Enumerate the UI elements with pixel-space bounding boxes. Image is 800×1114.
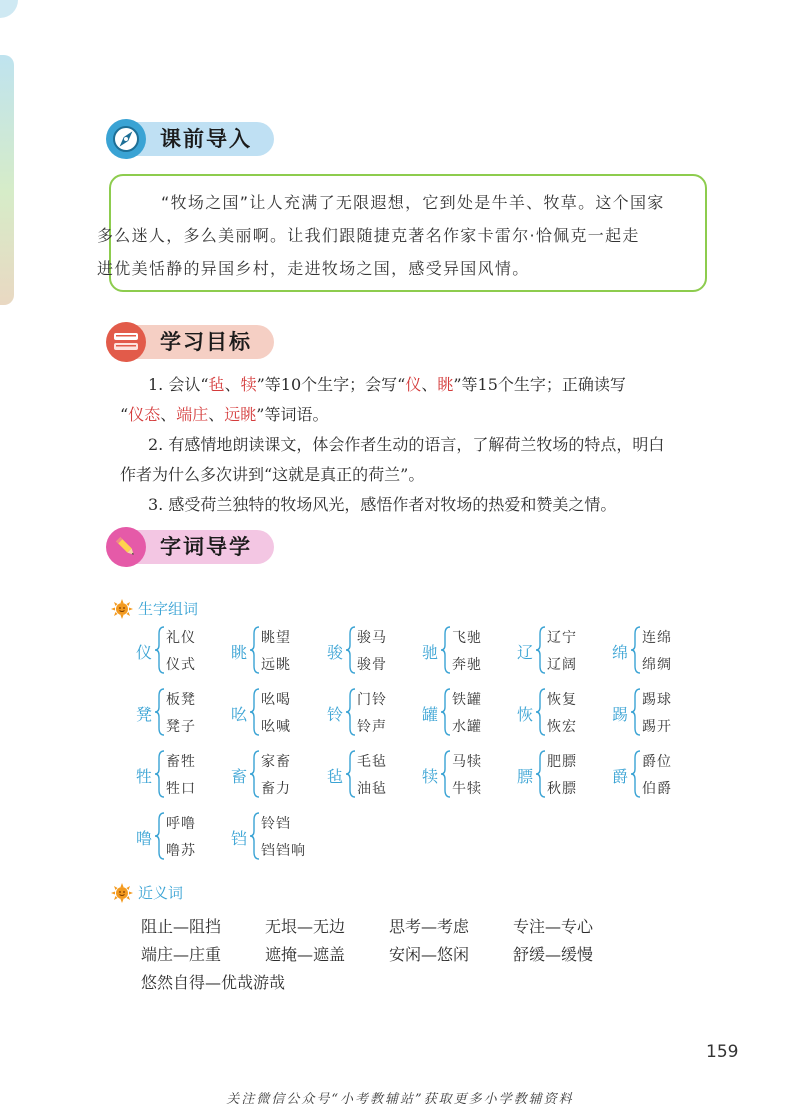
- brace-icon: [630, 626, 642, 674]
- brace-icon: [440, 688, 452, 736]
- goal-highlight: 远眺: [224, 405, 257, 424]
- word-item: 辽阔: [547, 657, 577, 673]
- brace-icon: [630, 688, 642, 736]
- word-item: 畜牲: [166, 754, 196, 770]
- char-word-group: [517, 748, 617, 804]
- goal-text: ”等词语。: [256, 405, 329, 424]
- page-edge-illustration: [0, 55, 14, 305]
- goal-1-line-1: [138, 370, 726, 400]
- brace-icon: [345, 750, 357, 798]
- goal-1: [120, 370, 726, 430]
- goal-2: [120, 430, 726, 490]
- goal-text: ”等15个生字；正确读写: [453, 375, 626, 394]
- target-char: 踢: [612, 705, 629, 724]
- char-word-group: [136, 624, 236, 680]
- word-item: 板凳: [166, 692, 196, 708]
- word-item: 伯爵: [642, 781, 672, 797]
- compass-icon: [106, 119, 146, 159]
- char-word-group: [327, 686, 427, 742]
- char-word-group: [517, 686, 617, 742]
- word-item: 铃声: [357, 719, 387, 735]
- section-header-goals: [106, 322, 252, 362]
- synonym-pair: 遮掩—遮盖: [265, 945, 346, 964]
- synonym-pair: 无垠—无边: [265, 917, 346, 936]
- word-item: 水罐: [452, 719, 482, 735]
- synonym-pair: 专注—专心: [513, 917, 594, 936]
- target-char: 膘: [517, 767, 534, 786]
- brace-icon: [535, 688, 547, 736]
- brace-icon: [249, 688, 261, 736]
- goal-text: 、: [224, 375, 241, 394]
- char-word-group: [231, 748, 331, 804]
- word-item: 牛犊: [452, 781, 482, 797]
- goal-highlight: 仪态: [128, 405, 161, 424]
- goal-3-line-1: 3. 感受荷兰独特的牧场风光，感悟作者对牧场的热爱和赞美之情。: [148, 495, 617, 514]
- char-word-group: [231, 810, 331, 866]
- goal-highlight: 毡: [208, 375, 225, 394]
- brace-icon: [535, 750, 547, 798]
- word-item: 毛毡: [357, 754, 387, 770]
- brace-icon: [440, 626, 452, 674]
- char-word-group: [612, 686, 712, 742]
- goal-text: 、: [160, 405, 177, 424]
- synonym-pair: 端庄—庄重: [141, 945, 222, 964]
- char-word-group: [231, 686, 331, 742]
- section-title-words: 字词导学: [122, 530, 274, 564]
- char-word-group: [517, 624, 617, 680]
- section-header-words: [106, 527, 252, 567]
- char-word-group: [136, 748, 236, 804]
- page-number: 159: [706, 1042, 739, 1062]
- word-item: 铃铛: [261, 816, 291, 832]
- char-word-group: [136, 686, 236, 742]
- target-char: 铃: [327, 705, 344, 724]
- char-word-group: [231, 624, 331, 680]
- intro-line-3: 进优美恬静的异国乡村，走进牧场之国，感受异国风情。: [97, 259, 530, 278]
- word-item: 呼噜: [166, 816, 196, 832]
- synonym-pair: 思考—考虑: [389, 917, 470, 936]
- char-word-group: [612, 624, 712, 680]
- word-item: 骏马: [357, 630, 387, 646]
- target-char: 爵: [612, 767, 629, 786]
- word-item: 吆喊: [261, 719, 291, 735]
- word-item: 牲口: [166, 781, 196, 797]
- word-item: 家畜: [261, 754, 291, 770]
- brace-icon: [154, 688, 166, 736]
- char-word-group: [612, 748, 712, 804]
- synonym-pair: 悠然自得—优哉游哉: [141, 973, 286, 992]
- goal-1-line-2: [120, 400, 726, 430]
- section-header-intro: [106, 119, 252, 159]
- pencil-icon: [106, 527, 146, 567]
- target-char: 辽: [517, 643, 534, 662]
- subheading-char-words-label: 生字组词: [138, 600, 199, 618]
- target-char: 畜: [231, 767, 248, 786]
- intro-line-2: 多么迷人，多么美丽啊。让我们跟随捷克著名作家卡雷尔·恰佩克一起走: [97, 226, 640, 245]
- subheading-char-words: [110, 598, 198, 619]
- page-corner-decoration: [0, 0, 18, 18]
- subheading-synonyms-label: 近义词: [138, 884, 184, 902]
- word-item: 恢宏: [547, 719, 577, 735]
- char-word-group: [422, 686, 522, 742]
- brace-icon: [154, 750, 166, 798]
- char-word-group: [136, 810, 236, 866]
- word-item: 骏骨: [357, 657, 387, 673]
- char-word-group: [422, 748, 522, 804]
- goal-highlight: 仪: [405, 375, 422, 394]
- word-item: 门铃: [357, 692, 387, 708]
- sun-icon: [110, 599, 134, 619]
- brace-icon: [249, 750, 261, 798]
- brace-icon: [440, 750, 452, 798]
- word-item: 连绵: [642, 630, 672, 646]
- char-word-group: [422, 624, 522, 680]
- subheading-synonyms: [110, 882, 183, 903]
- target-char: 仪: [136, 643, 153, 662]
- goal-text: ”等10个生字；会写“: [256, 375, 406, 394]
- word-item: 秋膘: [547, 781, 577, 797]
- target-char: 罐: [422, 705, 439, 724]
- section-title-goals: 学习目标: [122, 325, 274, 359]
- intro-paragraph: [97, 186, 687, 285]
- brace-icon: [154, 626, 166, 674]
- word-item: 凳子: [166, 719, 196, 735]
- goal-highlight: 眺: [437, 375, 454, 394]
- target-char: 牲: [136, 767, 153, 786]
- goal-text: 、: [421, 375, 438, 394]
- target-char: 驰: [422, 643, 439, 662]
- section-title-intro: 课前导入: [122, 122, 274, 156]
- brace-icon: [535, 626, 547, 674]
- word-item: 礼仪: [166, 630, 196, 646]
- word-item: 肥膘: [547, 754, 577, 770]
- word-item: 油毡: [357, 781, 387, 797]
- brace-icon: [345, 626, 357, 674]
- books-icon: [106, 322, 146, 362]
- word-item: 铁罐: [452, 692, 482, 708]
- word-item: 仪式: [166, 657, 196, 673]
- intro-text-box: [97, 174, 707, 292]
- goal-2-line-1: 2. 有感情地朗读课文，体会作者生动的语言，了解荷兰牧场的特点，明白: [148, 435, 665, 454]
- learning-goals: [120, 370, 726, 520]
- target-char: 吆: [231, 705, 248, 724]
- word-item: 畜力: [261, 781, 291, 797]
- sun-icon: [110, 883, 134, 903]
- goal-highlight: 犊: [240, 375, 257, 394]
- target-char: 噜: [136, 829, 153, 848]
- target-char: 骏: [327, 643, 344, 662]
- word-item: 恢复: [547, 692, 577, 708]
- word-item: 辽宁: [547, 630, 577, 646]
- target-char: 犊: [422, 767, 439, 786]
- target-char: 恢: [517, 705, 534, 724]
- brace-icon: [630, 750, 642, 798]
- brace-icon: [154, 812, 166, 860]
- goal-text: “: [120, 405, 129, 424]
- synonym-pair: 安闲—悠闲: [389, 945, 470, 964]
- word-item: 马犊: [452, 754, 482, 770]
- goal-highlight: 端庄: [176, 405, 209, 424]
- target-char: 毡: [327, 767, 344, 786]
- intro-line-1: “牧场之国”让人充满了无限遐想，它到处是牛羊、牧草。这个国家: [161, 193, 665, 212]
- word-item: 噜苏: [166, 843, 196, 859]
- target-char: 凳: [136, 705, 153, 724]
- target-char: 眺: [231, 643, 248, 662]
- goal-text: 1. 会认“: [148, 375, 209, 394]
- target-char: 绵: [612, 643, 629, 662]
- char-word-group: [327, 748, 427, 804]
- word-item: 铛铛响: [261, 843, 306, 859]
- goal-text: 、: [208, 405, 225, 424]
- brace-icon: [345, 688, 357, 736]
- goal-2-line-2: 作者为什么多次讲到“这就是真正的荷兰”。: [120, 465, 425, 484]
- word-item: 吆喝: [261, 692, 291, 708]
- word-item: 绵绸: [642, 657, 672, 673]
- target-char: 铛: [231, 829, 248, 848]
- word-item: 眺望: [261, 630, 291, 646]
- brace-icon: [249, 626, 261, 674]
- synonym-pair: 阻止—阻挡: [141, 917, 222, 936]
- word-item: 飞驰: [452, 630, 482, 646]
- footer-watermark: 关注微信公众号“小考教辅站”获取更多小学教辅资料: [226, 1092, 574, 1107]
- word-item: 远眺: [261, 657, 291, 673]
- char-word-group: [327, 624, 427, 680]
- word-item: 奔驰: [452, 657, 482, 673]
- word-item: 爵位: [642, 754, 672, 770]
- word-item: 踢开: [642, 719, 672, 735]
- synonym-pair: 舒缓—缓慢: [513, 945, 594, 964]
- brace-icon: [249, 812, 261, 860]
- word-item: 踢球: [642, 692, 672, 708]
- goal-3: [138, 490, 726, 520]
